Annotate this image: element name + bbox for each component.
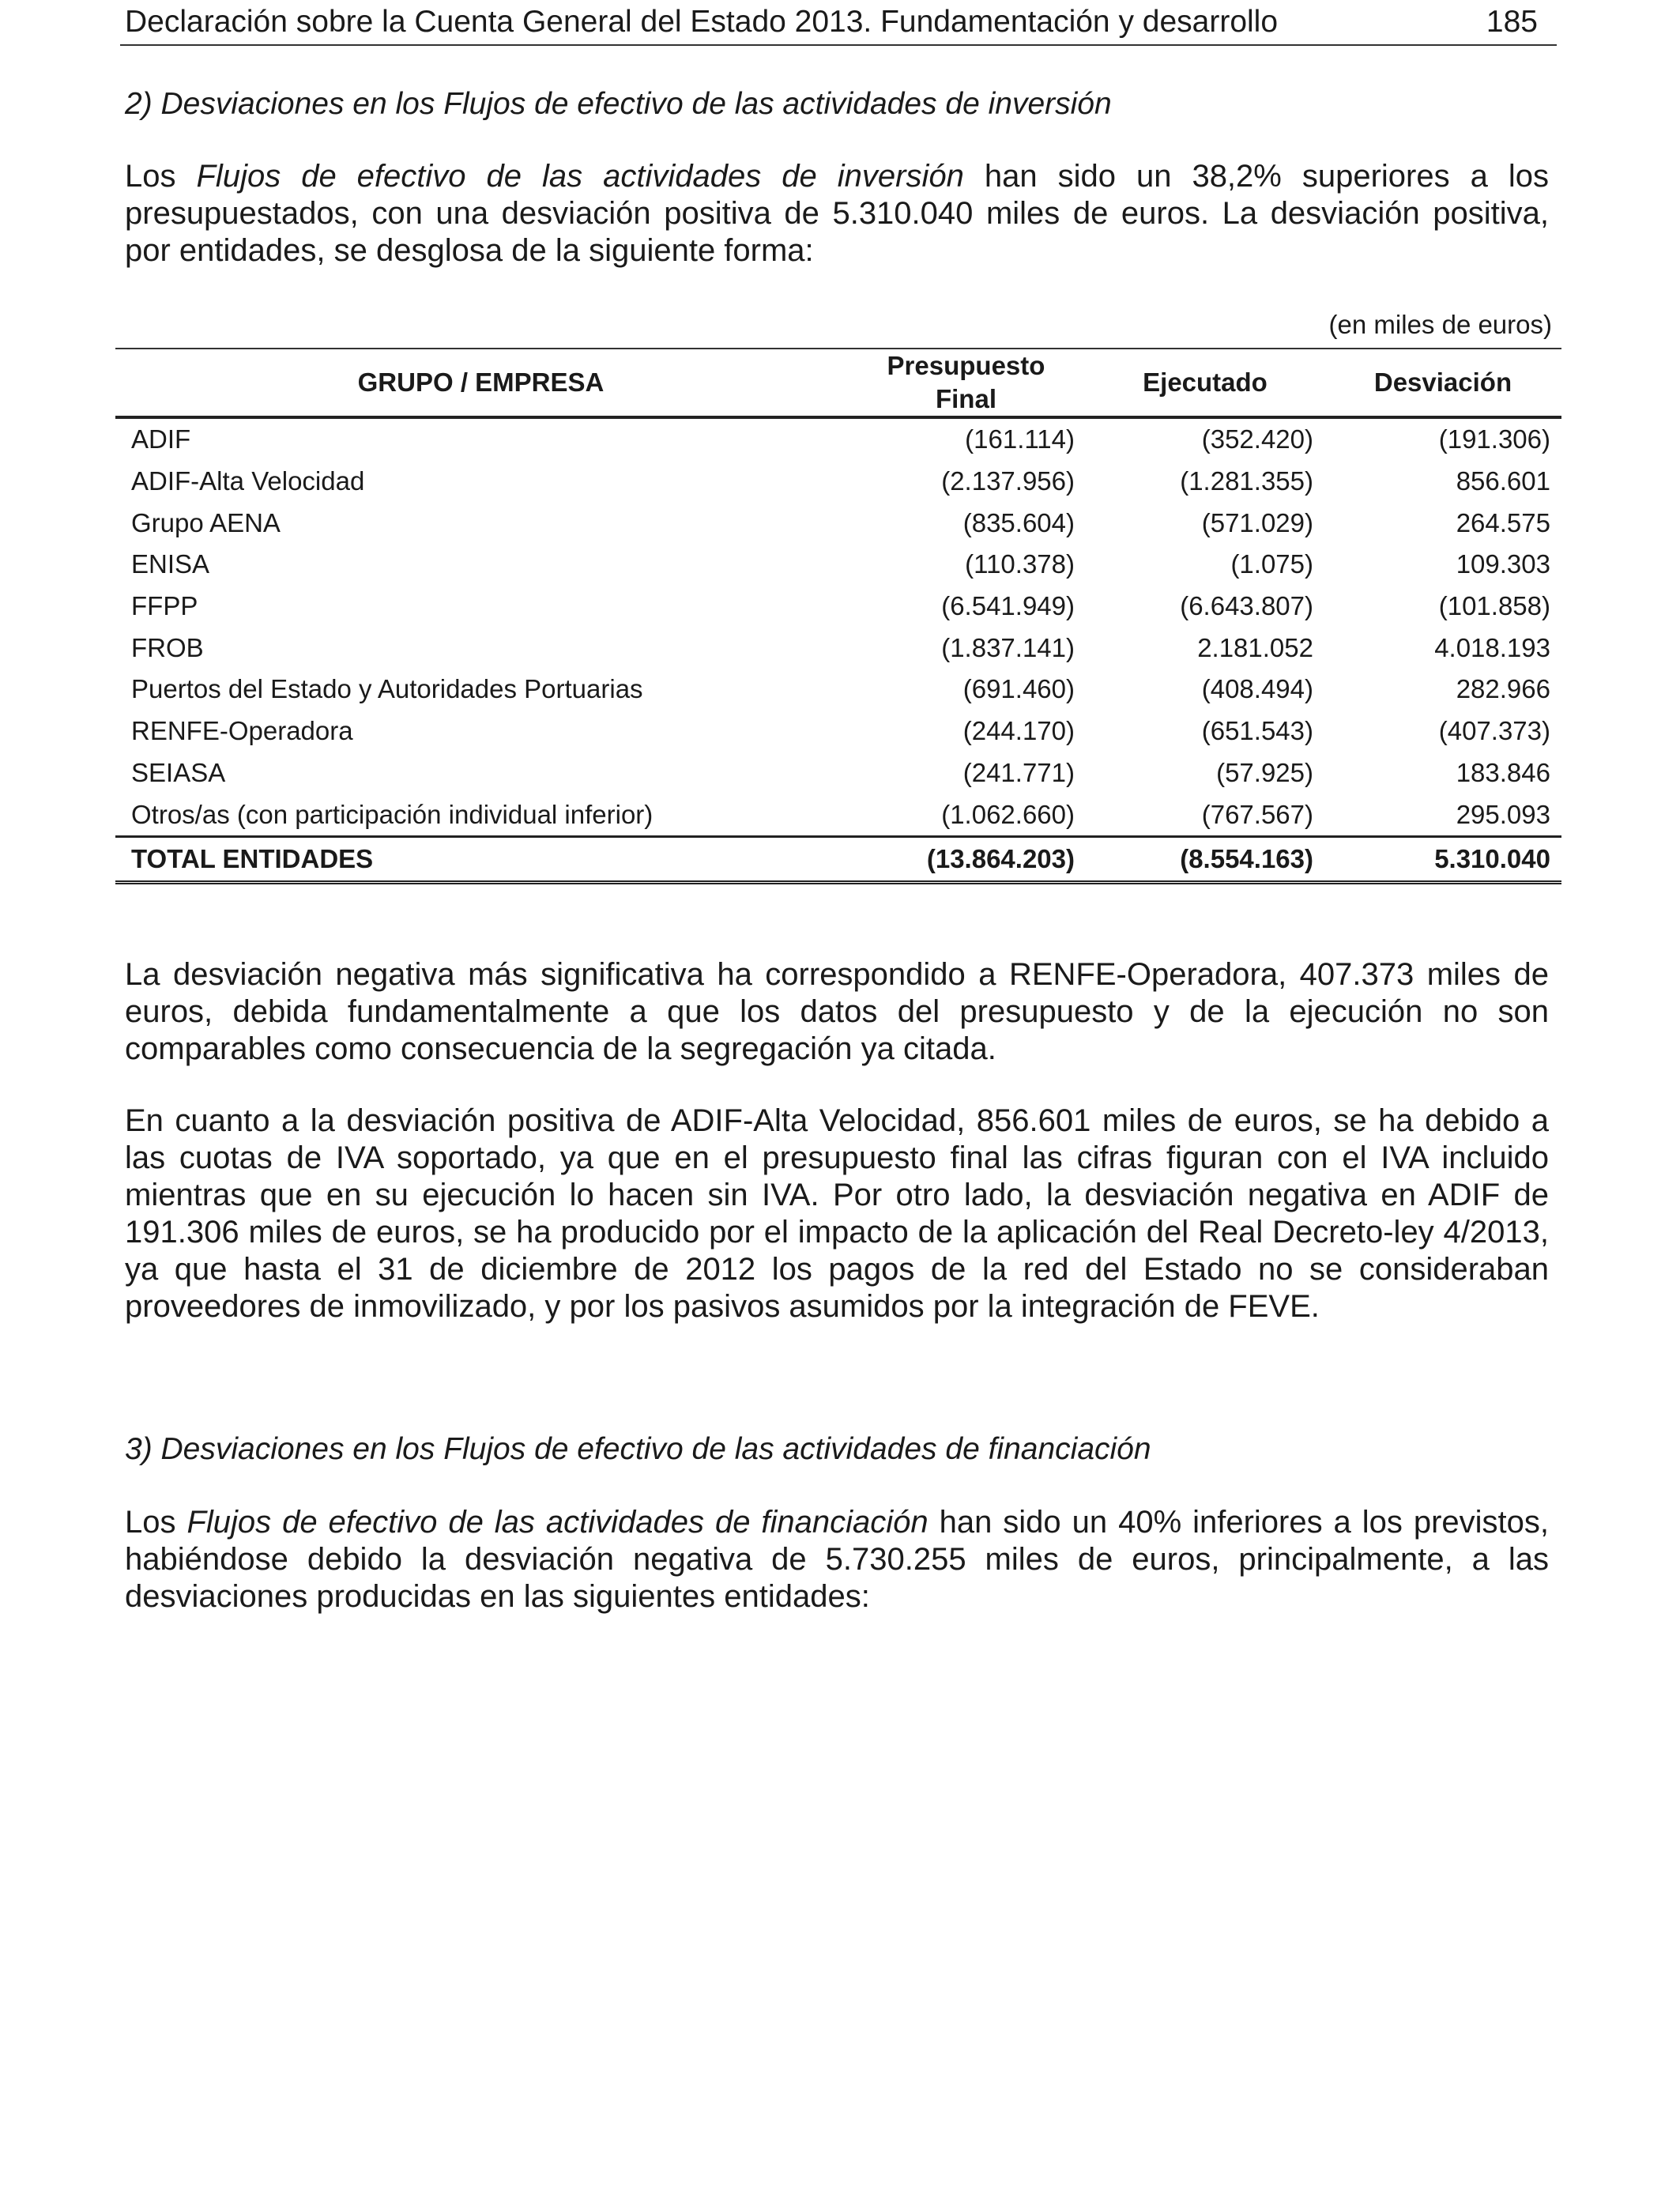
paragraph-adif: En cuanto a la desviación positiva de ADIF-Alta Velocidad, 856.601 miles de euros, se ha debido a las cuotas de IVA soportado, ya que en el presupuesto final las cifras figuran con el IVA incluido mientras que en su ejecución lo hacen sin IVA. Por otro lado, la desviación negativa en ADIF de 191.306 miles de euros, se ha producido por el impacto de la aplicación del Real Decreto-ley 4/2013, ya que hasta el 31 de diciembre de 2012 los pagos de la red del Estado no se consideraban proveedores de inmovilizado, y por los pasivos asumidos por la integración de FEVE.	[125, 1103, 1549, 1324]
cell-entity: Grupo AENA	[131, 507, 281, 537]
cell-entity: Otros/as (con participación individual inferior)	[131, 799, 654, 829]
header-budget	[846, 349, 1086, 417]
section-2-intro-emphasis: Flujos de efectivo de las actividades de inversión	[196, 159, 964, 194]
total-deviation: 5.310.040	[1324, 836, 1561, 882]
cell-entity: ADIF	[131, 424, 191, 454]
table-row	[115, 417, 1561, 461]
cell-budget: (110.378)	[965, 549, 1075, 579]
section-3-intro-pre: Los	[125, 1505, 187, 1540]
page-number: 185	[1486, 5, 1538, 39]
cell-deviation: (191.306)	[1438, 424, 1550, 454]
table-units-note: (en miles de euros)	[1328, 310, 1552, 339]
table-row	[115, 461, 1561, 503]
cell-deviation: 4.018.193	[1434, 632, 1550, 662]
cell-executed: (352.420)	[1201, 424, 1313, 454]
cell-deviation: (101.858)	[1438, 591, 1550, 621]
table-row	[115, 627, 1561, 669]
cell-executed: (408.494)	[1201, 674, 1313, 704]
cell-budget: (241.771)	[962, 757, 1075, 787]
section-2-title: 2) Desviaciones en los Flujos de efectivo de las actividades de inversión	[125, 87, 1112, 121]
total-label: TOTAL ENTIDADES	[115, 836, 846, 882]
cell-entity: Puertos del Estado y Autoridades Portuarias	[131, 674, 643, 704]
table-header-row	[115, 349, 1561, 417]
cell-budget: (161.114)	[965, 424, 1075, 454]
section-3-intro	[125, 1504, 1549, 1615]
page-header	[120, 0, 1557, 46]
header-executed: Ejecutado	[1086, 349, 1324, 417]
header-budget-line2: Final	[935, 384, 996, 413]
cell-entity: ADIF-Alta Velocidad	[131, 466, 365, 496]
paragraph-renfe: La desviación negativa más significativa ha correspondido a RENFE-Operadora, 407.373 miles de euros, debida fundamentalmente a que los datos del presupuesto y de la ejecución no son comparables como consecuencia de la segregación ya citada.	[125, 957, 1549, 1066]
header-deviation: Desviación	[1324, 349, 1561, 417]
section-2-intro	[125, 158, 1549, 270]
cell-entity: FROB	[131, 632, 204, 662]
cell-entity: FFPP	[131, 591, 198, 621]
cell-deviation: 282.966	[1456, 674, 1550, 704]
cell-budget: (691.460)	[962, 674, 1075, 704]
table-row	[115, 544, 1561, 586]
cell-deviation: 856.601	[1456, 466, 1550, 496]
cell-executed: 2.181.052	[1197, 632, 1313, 662]
cell-executed: (571.029)	[1201, 507, 1313, 537]
investment-deviation-table	[115, 348, 1561, 884]
section-2-intro-pre: Los	[125, 159, 197, 194]
cell-deviation: 183.846	[1456, 757, 1550, 787]
section-2-intro-post: han sido un 38,2% superiores a los presupuestados, con una desviación positiva de 5.310.040 miles de euros. La desviación positiva, por entidades, se desglosa de la siguiente forma:	[125, 159, 1549, 268]
cell-executed: (651.543)	[1201, 716, 1313, 746]
cell-budget: (6.541.949)	[941, 591, 1075, 621]
table-row	[115, 586, 1561, 628]
table-row	[115, 794, 1561, 836]
cell-executed: (767.567)	[1201, 799, 1313, 829]
cell-deviation: 109.303	[1456, 549, 1550, 579]
cell-budget: (2.137.956)	[941, 466, 1075, 496]
header-group: GRUPO / EMPRESA	[115, 349, 846, 417]
cell-deviation: (407.373)	[1438, 716, 1550, 746]
cell-executed: (57.925)	[1216, 757, 1313, 787]
table-row	[115, 752, 1561, 794]
section-3-title: 3) Desviaciones en los Flujos de efectivo de las actividades de financiación	[125, 1432, 1151, 1466]
cell-executed: (6.643.807)	[1180, 591, 1313, 621]
table-row	[115, 711, 1561, 752]
table-total-row	[115, 836, 1561, 882]
cell-deviation: 264.575	[1456, 507, 1550, 537]
cell-budget: (1.837.141)	[941, 632, 1075, 662]
total-executed: (8.554.163)	[1086, 836, 1324, 882]
cell-executed: (1.075)	[1230, 549, 1313, 579]
cell-deviation: 295.093	[1456, 799, 1550, 829]
cell-budget: (835.604)	[962, 507, 1075, 537]
table-row	[115, 669, 1561, 711]
header-budget-line1: Presupuesto	[887, 351, 1045, 380]
cell-entity: ENISA	[131, 549, 210, 579]
cell-executed: (1.281.355)	[1180, 466, 1313, 496]
cell-entity: RENFE-Operadora	[131, 716, 353, 746]
cell-budget: (244.170)	[962, 716, 1075, 746]
section-3-intro-emphasis: Flujos de efectivo de las actividades de financiación	[186, 1505, 929, 1540]
total-budget: (13.864.203)	[846, 836, 1086, 882]
header-title: Declaración sobre la Cuenta General del Estado 2013. Fundamentación y desarrollo	[125, 5, 1279, 39]
cell-budget: (1.062.660)	[941, 799, 1075, 829]
section-3-intro-post: han sido un 40% inferiores a los previstos, habiéndose debido la desviación negativa de 5.730.255 miles de euros, principalmente, a las desviaciones producidas en las siguientes entidades:	[125, 1505, 1550, 1614]
cell-entity: SEIASA	[131, 757, 226, 787]
table-row	[115, 502, 1561, 544]
